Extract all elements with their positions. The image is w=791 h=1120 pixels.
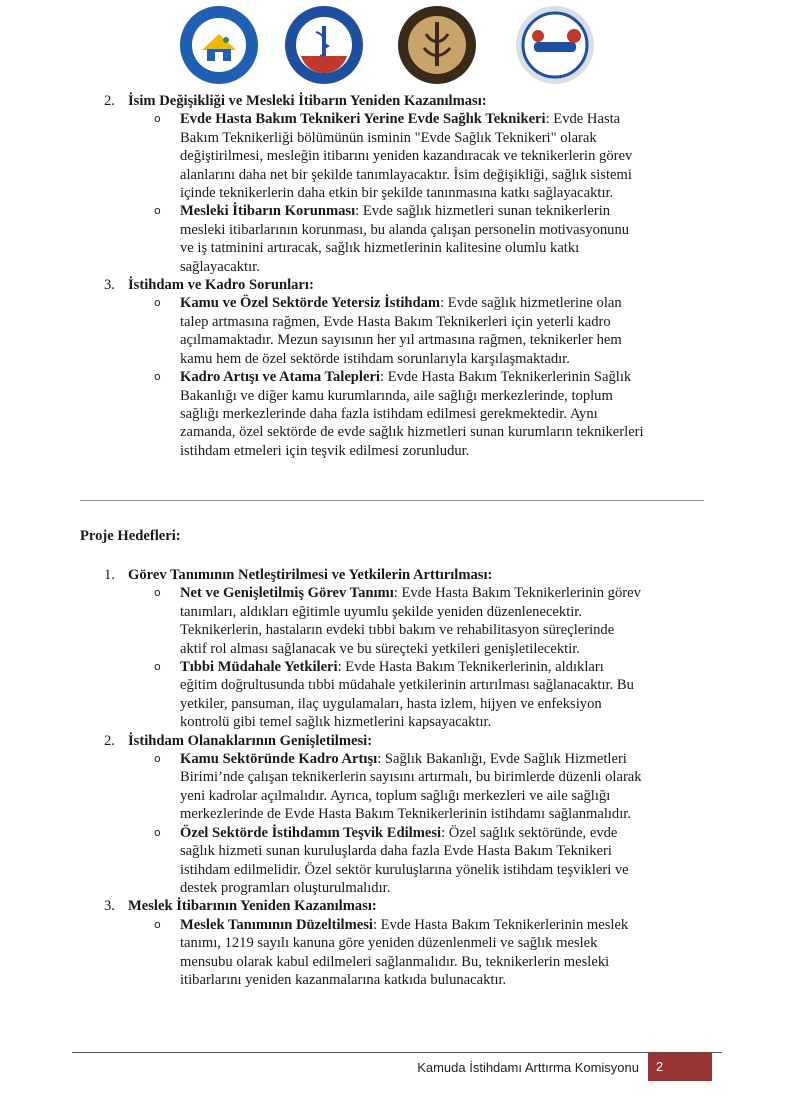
text-line <box>180 621 702 639</box>
item-title: Meslek İtibarının Yeniden Kazanılması: <box>128 898 377 915</box>
sub-item-text: : Sağlık Bakanlığı, Evde Sağlık Hizmetleri <box>377 751 627 768</box>
text-line <box>180 110 702 128</box>
sub-item-text: yetkiler, pansuman, ilaç uygulamaları, hasta izlem, hijyen ve enfeksiyon <box>180 695 602 712</box>
sub-item-text: istihdam edilmelidir. Özel sektör kuruluşlarına yönelik istihdam teşvikleri ve <box>180 861 629 878</box>
text-line <box>180 147 702 165</box>
sub-item-heading: Evde Hasta Bakım Teknikeri Yerine Evde Sağlık Teknikeri <box>180 111 546 128</box>
logo-strip <box>0 4 791 90</box>
sub-item-text: aktif rol alması sağlanacak ve bu süreçteki yetkileri genişletilecektir. <box>180 640 580 657</box>
item-title: Görev Tanımının Netleştirilmesi ve Yetkilerin Arttırılması: <box>128 567 493 583</box>
item-title: İsim Değişikliği ve Mesleki İtibarın Yeniden Kazanılması: <box>128 93 487 109</box>
text-line <box>180 676 702 694</box>
sub-item-text: Birimi’nde çalışan teknikerlerin sayısını artırmalı, bu birimlerde düzenli olarak <box>180 769 642 786</box>
text-line <box>180 713 702 731</box>
text-line <box>180 916 702 934</box>
sub-item-text: eğitim doğrultusunda tıbbi müdahale yetkilerinin artırılması sağlanacaktır. Bu <box>180 677 634 694</box>
sub-item-text: mesleki itibarlarının korunması, bu alanda çalışan personelin motivasyonunu <box>180 221 630 238</box>
sub-item <box>154 294 702 368</box>
footer-rule <box>72 1052 722 1053</box>
section-divider <box>80 500 704 501</box>
genc-saglik-sendikasi-logo <box>283 4 365 86</box>
numbered-item <box>0 566 791 584</box>
text-line <box>180 258 702 276</box>
circle-bullet-icon: o <box>154 204 161 218</box>
text-line <box>180 442 702 460</box>
numbered-item <box>0 897 791 915</box>
text-line <box>180 239 702 257</box>
sub-item-text: : Evde Hasta Bakım Teknikerlerinin görev <box>393 585 641 602</box>
item-title: İstihdam Olanaklarının Genişletilmesi: <box>128 732 373 749</box>
numbered-item <box>0 732 791 750</box>
sub-item-text: : Evde sağlık hizmetleri sunan teknikerlerin <box>355 203 611 220</box>
sub-item-text: sağlık hizmeti sunan kuruluşlarda daha fazla Evde Hasta Bakım Teknikeri <box>180 843 612 860</box>
sub-item-text: içinde teknikerlerin daha etkin bir şekilde tanınmasına katkı sağlayacaktır. <box>180 185 614 202</box>
circle-bullet-icon: o <box>154 752 161 766</box>
sub-item-text: Bakım Teknikerliği bölümünün isminin "Evde Sağlık Teknikeri" olarak <box>180 129 597 146</box>
sub-item-text: Teknikerlerin, hastaların evdeki tıbbi bakım ve rehabilitasyon süreçlerinde <box>180 622 615 639</box>
text-line <box>180 861 702 879</box>
text-line <box>180 805 702 823</box>
sub-item-heading: Kadro Artışı ve Atama Talepleri <box>180 369 380 386</box>
text-line <box>180 787 702 805</box>
sub-item-text: : Evde Hasta <box>545 111 621 128</box>
sub-item <box>154 110 702 202</box>
sub-item-text: itibarlarını yeniden kazanmalarına katkıda bulunacaktır. <box>180 971 507 988</box>
sub-item <box>154 658 702 732</box>
text-line <box>180 768 702 786</box>
sub-item-text: tanımları, aldıkları eğitimle uyumlu şekilde yeniden düzenlenecektir. <box>180 603 583 620</box>
text-line <box>180 423 702 441</box>
sub-item-heading: Özel Sektörde İstihdamın Teşvik Edilmesi <box>180 824 442 841</box>
sub-item-text: : Evde Hasta Bakım Teknikerlerinin meslek <box>372 916 629 933</box>
item-number: 2. <box>104 732 115 749</box>
sub-item-text: merkezlerinde de Evde Hasta Bakım Teknikerlerinin istihdamı sağlanmalıdır. <box>180 806 631 823</box>
text-line <box>180 584 702 602</box>
text-line <box>180 202 702 220</box>
text-line <box>180 294 702 312</box>
sub-item-text: zamanda, özel sektörde de evde sağlık hizmetleri sunan kurumların teknikerleri <box>180 424 644 441</box>
sub-item <box>154 202 702 276</box>
sub-item <box>154 824 702 898</box>
sub-item <box>154 584 702 658</box>
sub-item-text: istihdam etmeleri için teşvik edilmesi zorunludur. <box>180 442 470 459</box>
numbered-item <box>0 276 791 294</box>
sub-item-text: ve iş tatminini artıracak, sağlık hizmetlerinin kalitesine olumlu katkı <box>180 240 580 257</box>
text-line <box>180 221 702 239</box>
item-title: İstihdam ve Kadro Sorunları: <box>128 277 314 294</box>
section-problems <box>0 92 791 460</box>
footer-title: Kamuda İstihdamı Arttırma Komisyonu <box>417 1060 639 1075</box>
sub-item <box>154 368 702 460</box>
text-line <box>180 824 702 842</box>
text-line <box>180 166 702 184</box>
sub-item-text: : Evde Hasta Bakım Teknikerlerinin Sağlık <box>380 369 632 386</box>
sub-item-text: sağlayacaktır. <box>180 258 260 275</box>
sub-item-text: tanımı, 1219 sayılı kanuna göre yeniden düzenlenmeli ve sağlık meslek <box>180 935 598 952</box>
item-number: 3. <box>104 277 115 294</box>
page-number: 2 <box>648 1053 712 1081</box>
text-line <box>180 603 702 621</box>
sub-item-heading: Kamu ve Özel Sektörde Yetersiz İstihdam <box>180 295 441 312</box>
sub-item-text: talep artmasına rağmen, Evde Hasta Bakım Teknikerleri için yeterli kadro <box>180 313 611 330</box>
projects-heading: Proje Hedefleri: <box>80 528 181 544</box>
item-number: 3. <box>104 898 115 915</box>
numbered-item <box>0 92 791 110</box>
sub-item-text: : Evde Hasta Bakım Teknikerlerinin, aldıkları <box>337 659 604 676</box>
text-line <box>180 350 702 368</box>
circle-bullet-icon: o <box>154 660 161 674</box>
circle-bullet-icon: o <box>154 825 161 839</box>
sub-item-text: : Özel sağlık sektöründe, evde <box>441 824 618 841</box>
evsasder-logo <box>178 4 260 86</box>
sub-item-heading: Kamu Sektöründe Kadro Artışı <box>180 751 378 768</box>
text-line <box>180 695 702 713</box>
text-line <box>180 971 702 989</box>
sub-item-text: sağlığı merkezlerinde daha fazla istihdam edilmesi gerekmektedir. Aynı <box>180 405 598 422</box>
text-line <box>180 953 702 971</box>
text-line <box>180 934 702 952</box>
circle-bullet-icon: o <box>154 296 161 310</box>
section-project-goals <box>0 566 791 989</box>
sub-item-text: kontrolü gibi temel sağlık hizmetlerini kapsayacaktır. <box>180 714 492 731</box>
item-number: 1. <box>104 567 115 583</box>
sub-item <box>154 916 702 990</box>
sub-item-heading: Mesleki İtibarın Korunması <box>180 203 356 220</box>
saglikci-evlatlar-logo <box>396 4 478 86</box>
sub-item-text: açılmamaktadır. Mezun sayısının her yıl artmasına rağmen, teknikerler hem <box>180 332 622 349</box>
text-line <box>180 387 702 405</box>
circle-bullet-icon: o <box>154 370 161 384</box>
text-line <box>180 129 702 147</box>
sub-item <box>154 750 702 824</box>
sub-item-text: destek programları oluşturulmalıdır. <box>180 879 391 896</box>
item-number: 2. <box>104 93 115 109</box>
kamu-birligi-konfederasyonu-logo <box>514 4 596 86</box>
sub-item-text: kamu hem de özel sektörde istihdam sorunlarıyla karşılaşmaktadır. <box>180 350 570 367</box>
circle-bullet-icon: o <box>154 586 161 600</box>
sub-item-text: alanlarını daha net bir şekilde tanımlayacaktır. İsim değişikliği, sağlık sistemi <box>180 166 632 183</box>
text-line <box>180 313 702 331</box>
text-line <box>180 750 702 768</box>
text-line <box>180 640 702 658</box>
text-line <box>180 184 702 202</box>
text-line <box>180 331 702 349</box>
text-line <box>180 405 702 423</box>
circle-bullet-icon: o <box>154 112 161 126</box>
text-line <box>180 658 702 676</box>
sub-item-text: : Evde sağlık hizmetlerine olan <box>440 295 622 312</box>
circle-bullet-icon: o <box>154 917 161 931</box>
sub-item-heading: Net ve Genişletilmiş Görev Tanımı <box>180 585 394 602</box>
text-line <box>180 842 702 860</box>
sub-item-text: Bakanlığı ve diğer kamu kurumlarında, aile sağlığı merkezlerinde, toplum <box>180 387 613 404</box>
text-line <box>180 879 702 897</box>
sub-item-heading: Meslek Tanımının Düzeltilmesi <box>180 916 373 933</box>
sub-item-heading: Tıbbi Müdahale Yetkileri <box>180 659 338 676</box>
sub-item-text: mensubu olarak kabul edilmeleri sağlanmalıdır. Bu, teknikerlerin mesleki <box>180 953 610 970</box>
text-line <box>180 368 702 386</box>
sub-item-text: yeni kadrolar açılmalıdır. Ayrıca, toplum sağlığı merkezleri ve aile sağlığı <box>180 787 611 804</box>
sub-item-text: değiştirilmesi, mesleğin itibarını yeniden kazandıracak ve teknikerlerin görev <box>180 148 633 165</box>
